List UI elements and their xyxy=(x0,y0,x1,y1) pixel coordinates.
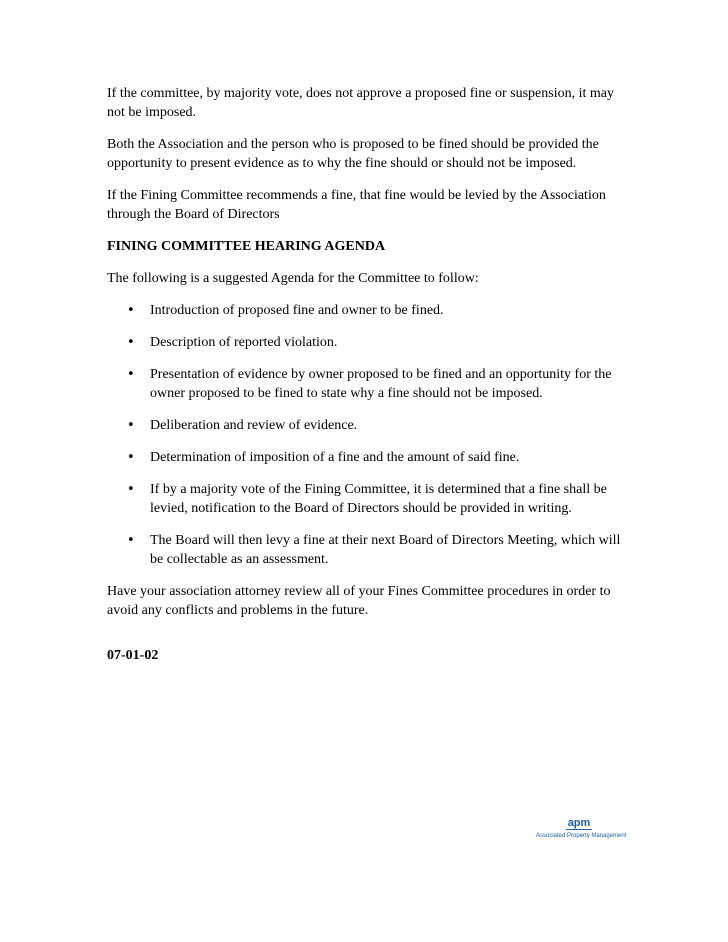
document-date: 07-01-02 xyxy=(107,648,159,663)
paragraph-evidence-opportunity: Both the Association and the person who is proposed to be fined should be provided the opportunity to present evidence as to why the fine should or should not be imposed. xyxy=(107,137,599,171)
agenda-item-text: Determination of imposition of a fine and the amount of said fine. xyxy=(150,450,520,465)
agenda-item xyxy=(107,480,627,518)
bullet-icon: • xyxy=(127,367,135,382)
company-logo xyxy=(536,813,627,840)
bullet-icon: • xyxy=(127,533,135,548)
agenda-list xyxy=(107,301,627,569)
paragraph-committee-vote: If the committee, by majority vote, does not approve a proposed fine or suspension, it may not be imposed. xyxy=(107,86,614,120)
bullet-icon: • xyxy=(127,418,135,433)
agenda-item-text: Description of reported violation. xyxy=(150,335,338,350)
agenda-item xyxy=(107,448,627,467)
logo-mark: apm xyxy=(567,817,591,829)
agenda-item-text: Introduction of proposed fine and owner to be fined. xyxy=(150,303,444,318)
agenda-item xyxy=(107,531,627,569)
bullet-icon: • xyxy=(127,303,135,318)
agenda-item xyxy=(107,365,627,403)
agenda-intro: The following is a suggested Agenda for the Committee to follow: xyxy=(107,271,479,286)
paragraph-fine-levied: If the Fining Committee recommends a fine, that fine would be levied by the Association through the Board of Directors xyxy=(107,188,606,222)
bullet-icon: • xyxy=(127,450,135,465)
document-body xyxy=(107,84,627,678)
bullet-icon: • xyxy=(127,482,135,497)
agenda-item-text: If by a majority vote of the Fining Committee, it is determined that a fine shall be levied, notification to the Board of Directors should be provided in writing. xyxy=(150,482,607,516)
agenda-item-text: Deliberation and review of evidence. xyxy=(150,418,358,433)
agenda-heading: FINING COMMITTEE HEARING AGENDA xyxy=(107,239,386,254)
agenda-item xyxy=(107,416,627,435)
bullet-icon: • xyxy=(127,335,135,350)
agenda-item xyxy=(107,333,627,352)
agenda-item-text: The Board will then levy a fine at their next Board of Directors Meeting, which will be collectable as an assessment. xyxy=(150,533,621,567)
agenda-item-text: Presentation of evidence by owner proposed to be fined and an opportunity for the owner proposed to be fined to state why a fine should not be imposed. xyxy=(150,367,612,401)
logo-company-name: Associated Property Management xyxy=(536,833,627,839)
closing-paragraph: Have your association attorney review all of your Fines Committee procedures in order to avoid any conflicts and problems in the future. xyxy=(107,584,611,618)
agenda-item xyxy=(107,301,627,320)
